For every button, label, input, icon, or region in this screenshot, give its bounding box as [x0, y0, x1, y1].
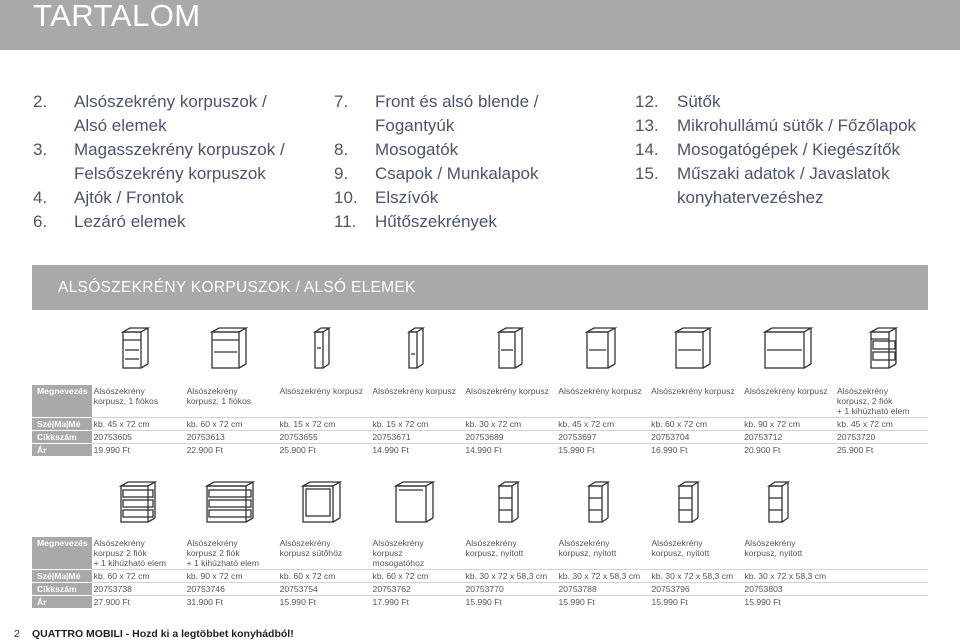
cabinet-drawings-row-2 [32, 480, 928, 528]
table-cell: kb. 90 x 72 cm [742, 418, 835, 431]
cabinet-drawer-icon [118, 480, 158, 525]
table-cell: 20753720 [835, 431, 928, 444]
table-cell: 20753704 [649, 431, 742, 444]
table-row-name [32, 537, 928, 570]
table-cell: Alsószekrény korpusz, 1 fiókos [93, 386, 159, 406]
cabinet-open-icon [766, 480, 792, 525]
table-cell: kb. 30 x 72 x 58,3 cm [556, 570, 649, 583]
row-label-price: Ár [32, 596, 92, 609]
toc-label: Front és alsó blende / Fogantyúk [375, 92, 539, 135]
toc-column-1 [33, 90, 285, 234]
table-cell: Alsószekrény korpusz mosogatóhoz [372, 538, 425, 568]
table-cell: 25.900 Ft [835, 444, 928, 457]
table-cell: 20753770 [464, 583, 557, 596]
table-cell: 20753738 [92, 583, 185, 596]
toc-number: 6. [33, 212, 48, 231]
table-cell: kb. 45 x 72 cm [835, 418, 928, 431]
toc-number: 4. [33, 188, 48, 207]
toc-number: 12. [635, 92, 659, 111]
row-label-price: Ár [32, 444, 92, 457]
table-cell-empty [835, 570, 928, 583]
table-row-price [32, 444, 928, 457]
toc-item[interactable] [33, 186, 285, 210]
table-cell-empty [835, 583, 928, 596]
table-cell: 20753712 [742, 431, 835, 444]
page-title: TARTALOM [33, 0, 201, 33]
toc-item[interactable] [334, 138, 538, 162]
cabinet-drawer-icon [209, 326, 249, 371]
table-row-name [32, 385, 928, 418]
toc-number: 15. [635, 164, 659, 183]
table-cell: kb. 15 x 72 cm [277, 418, 370, 431]
row-label-code: Cikkszám [32, 431, 92, 444]
toc-number: 2. [33, 92, 48, 111]
cabinet-narrow-icon [406, 326, 426, 371]
toc-number: 7. [334, 92, 349, 111]
table-cell: 20753754 [278, 583, 371, 596]
toc-item[interactable] [334, 162, 538, 186]
toc-label: Sütők [677, 92, 721, 111]
table-cell: kb. 30 x 72 cm [463, 418, 556, 431]
toc-number: 14. [635, 140, 659, 159]
toc-item[interactable] [635, 90, 916, 114]
toc-label: Lezáró elemek [74, 212, 186, 231]
table-cell: kb. 90 x 72 cm [185, 570, 278, 583]
toc-item[interactable] [334, 90, 538, 138]
cabinet-sink-icon [393, 480, 437, 525]
table-cell: 20753746 [185, 583, 278, 596]
table-cell: 20753697 [556, 431, 649, 444]
table-row-price [32, 596, 928, 609]
table-cell: Alsószekrény korpusz, nyitott [558, 538, 617, 558]
table-cell: Alsószekrény korpusz, nyitott [744, 538, 803, 558]
cabinet-drawer-icon [120, 326, 150, 371]
toc-item[interactable] [635, 162, 916, 210]
table-cell: Alsószekrény korpusz, nyitott [465, 538, 524, 558]
table-cell: 14.990 Ft [370, 444, 463, 457]
table-row-dims [32, 418, 928, 431]
section-header [32, 265, 928, 310]
cabinet-drawer-icon [204, 480, 256, 525]
row-label-dims: Szé|Ma|Mé [32, 418, 92, 431]
row-label-dims: Szé|Ma|Mé [32, 570, 92, 583]
product-table-1 [32, 385, 928, 456]
row-label-code: Cikkszám [32, 583, 92, 596]
table-cell: 17.990 Ft [371, 596, 464, 609]
toc-item[interactable] [33, 90, 285, 138]
table-cell: 16.990 Ft [649, 444, 742, 457]
toc-column-2 [334, 90, 538, 234]
section-title: ALSÓSZEKRÉNY KORPUSZOK / ALSÓ ELEMEK [58, 279, 416, 296]
table-cell: 31.900 Ft [185, 596, 278, 609]
table-cell: 20753803 [742, 583, 835, 596]
table-cell: kb. 60 x 72 cm [371, 570, 464, 583]
table-cell: 15.990 Ft [742, 596, 835, 609]
table-cell: 14.990 Ft [463, 444, 556, 457]
page-footer [14, 628, 294, 640]
table-cell: kb. 60 x 72 cm [649, 418, 742, 431]
cabinet-icon [673, 326, 713, 371]
toc-label: Ajtók / Frontok [74, 188, 184, 207]
table-cell: 15.990 Ft [464, 596, 557, 609]
cabinet-icon [584, 326, 618, 371]
table-cell: kb. 45 x 72 cm [92, 418, 185, 431]
cabinet-oven-icon [300, 480, 344, 525]
toc-number: 8. [334, 140, 349, 159]
toc-label: Csapok / Munkalapok [375, 164, 539, 183]
table-cell: kb. 60 x 72 cm [92, 570, 185, 583]
table-cell: kb. 45 x 72 cm [556, 418, 649, 431]
toc-item[interactable] [33, 210, 285, 234]
toc-number: 11. [334, 212, 357, 231]
header-bar [0, 0, 960, 50]
toc-label: Hűtőszekrények [375, 212, 497, 231]
table-row-code [32, 431, 928, 444]
cabinet-open-icon [676, 480, 702, 525]
table-cell: kb. 60 x 72 cm [278, 570, 371, 583]
table-cell: 15.990 Ft [278, 596, 371, 609]
toc-label: Elszívók [375, 188, 439, 207]
table-cell: 22.900 Ft [185, 444, 278, 457]
table-cell: Alsószekrény korpusz sütőhöz [279, 538, 343, 558]
row-label-name: Megnevezés [32, 537, 92, 570]
table-cell: 20753605 [92, 431, 185, 444]
table-row-code [32, 583, 928, 596]
table-cell: 25.900 Ft [277, 444, 370, 457]
toc-number: 13. [635, 116, 659, 135]
cabinet-drawings-row-1 [32, 326, 928, 374]
table-cell: kb. 30 x 72 x 58,3 cm [742, 570, 835, 583]
table-cell: kb. 30 x 72 x 58,3 cm [464, 570, 557, 583]
toc-number: 10. [334, 188, 358, 207]
cabinet-narrow-icon [312, 326, 332, 371]
table-cell: Alsószekrény korpusz, 2 fiók + 1 kihúzható elem [837, 386, 910, 416]
cabinet-wide-icon [762, 326, 814, 371]
toc-item[interactable] [33, 138, 285, 186]
toc-item[interactable] [635, 138, 916, 162]
cabinet-icon [496, 326, 526, 371]
toc-item[interactable] [334, 186, 538, 210]
table-cell: kb. 60 x 72 cm [185, 418, 278, 431]
table-cell: kb. 15 x 72 cm [370, 418, 463, 431]
page-number: 2 [14, 628, 20, 640]
table-cell: Alsószekrény korpusz [465, 386, 549, 396]
table-cell: Alsószekrény korpusz [744, 386, 828, 396]
table-cell-empty [835, 537, 928, 570]
cabinet-open-icon [496, 480, 522, 525]
table-cell: Alsószekrény korpusz, 1 fiókos [186, 386, 252, 406]
table-cell: 20753788 [556, 583, 649, 596]
table-cell: Alsószekrény korpusz [651, 386, 735, 396]
table-cell: Alsószekrény korpusz, nyitott [651, 538, 710, 558]
table-cell: 20753613 [185, 431, 278, 444]
cabinet-open-icon [586, 480, 612, 525]
toc-label: Mikrohullámú sütők / Főzőlapok [677, 116, 917, 135]
table-cell: Alsószekrény korpusz 2 fiók + 1 kihúzható elem [186, 538, 259, 568]
table-cell: 15.990 Ft [556, 596, 649, 609]
product-table-2 [32, 537, 928, 608]
table-cell: 20.900 Ft [742, 444, 835, 457]
toc-label: Alsószekrény korpuszok / Alsó elemek [74, 92, 267, 135]
table-cell: Alsószekrény korpusz [372, 386, 456, 396]
toc-label: Mosogatógépek / Kiegészítők [677, 140, 901, 159]
table-row-dims [32, 570, 928, 583]
table-cell: 20753655 [277, 431, 370, 444]
table-cell: Alsószekrény korpusz [558, 386, 642, 396]
row-label-name: Megnevezés [32, 385, 92, 418]
toc-item[interactable] [334, 210, 538, 234]
table-cell: 20753762 [371, 583, 464, 596]
toc-label: Műszaki adatok / Javaslatok konyhatervezéshez [677, 164, 890, 207]
table-cell: Alsószekrény korpusz 2 fiók + 1 kihúzható elem [93, 538, 167, 568]
table-cell: 20753796 [649, 583, 742, 596]
toc-number: 3. [33, 140, 48, 159]
toc-label: Mosogatók [375, 140, 459, 159]
toc-number: 9. [334, 164, 349, 183]
footer-slogan: QUATTRO MOBILI - Hozd ki a legtöbbet konyhádból! [32, 628, 294, 640]
table-cell: Alsószekrény korpusz [279, 386, 364, 396]
table-cell-empty [835, 596, 928, 609]
table-cell: 15.990 Ft [556, 444, 649, 457]
table-cell: 15.990 Ft [649, 596, 742, 609]
table-cell: 20753671 [370, 431, 463, 444]
table-cell: 19.990 Ft [92, 444, 185, 457]
table-cell: 20753689 [463, 431, 556, 444]
table-cell: kb. 30 x 72 x 58,3 cm [649, 570, 742, 583]
toc-label: Magasszekrény korpuszok / Felsőszekrény korpuszok [74, 140, 285, 183]
table-cell: 27.900 Ft [92, 596, 185, 609]
cabinet-drawer-icon [868, 326, 900, 371]
toc-item[interactable] [635, 114, 916, 138]
toc-column-3 [635, 90, 916, 210]
